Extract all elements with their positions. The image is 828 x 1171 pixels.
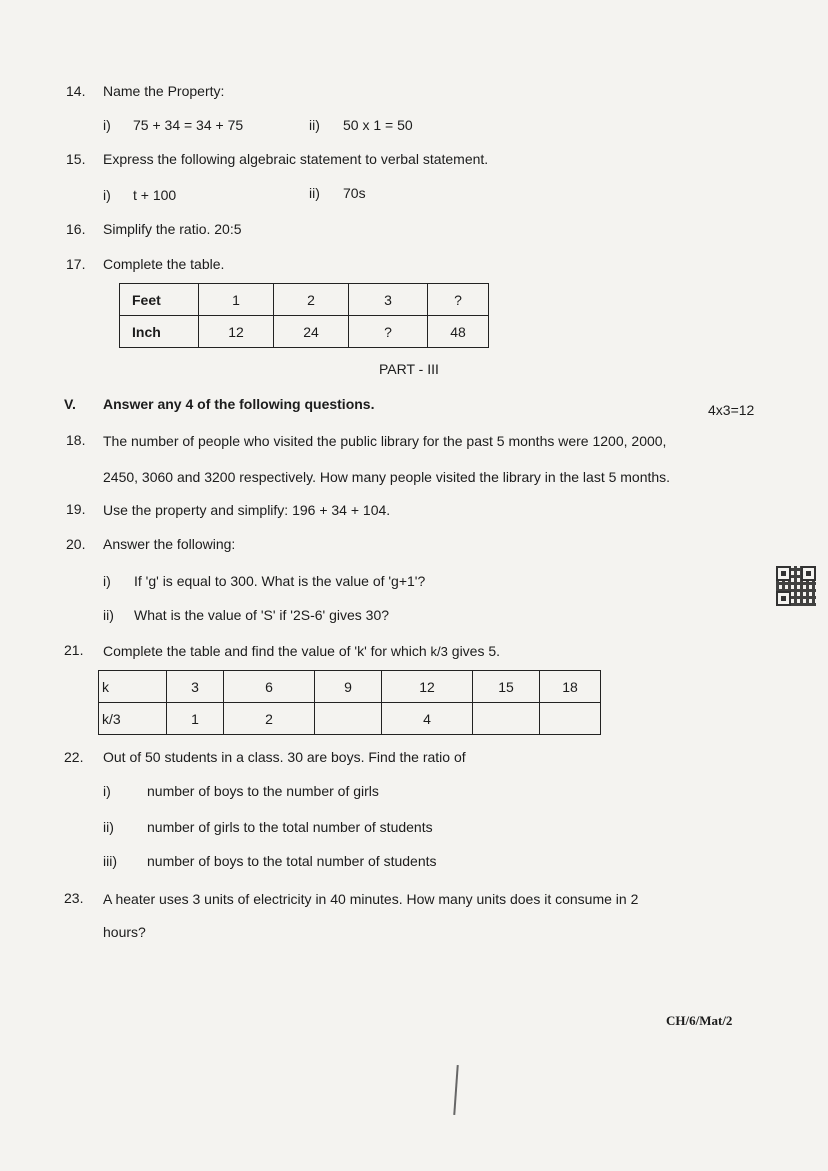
q22-ii-label: ii) (103, 819, 114, 835)
q21-text-b: gives 5. (447, 643, 501, 659)
table-cell: Inch (120, 316, 199, 348)
table-cell: 2 (274, 284, 349, 316)
q15-i-text: t + 100 (133, 187, 177, 203)
q20-i-label: i) (103, 573, 111, 589)
q21-text (103, 642, 500, 661)
q15-i-label: i) (103, 187, 111, 203)
section-marks: 4x3=12 (708, 402, 755, 418)
table-cell: 1 (199, 284, 274, 316)
q19-text: Use the property and simplify: 196 + 34 + 104. (103, 502, 391, 518)
q17-number: 17. (66, 256, 86, 272)
table-row (120, 316, 489, 348)
table-cell: 18 (540, 671, 601, 703)
q14-text: Name the Property: (103, 83, 225, 99)
q23-number: 23. (64, 890, 84, 906)
table-row (120, 284, 489, 316)
part-heading: PART - III (379, 361, 439, 377)
scan-mark (453, 1065, 458, 1115)
q14-ii-text: 50 x 1 = 50 (343, 117, 413, 133)
q22-text: Out of 50 students in a class. 30 are boys. Find the ratio of (103, 749, 466, 765)
q22-number: 22. (64, 749, 84, 765)
feet-inch-table (119, 283, 489, 348)
q20-ii-text: What is the value of 'S' if '2S-6' gives 30? (134, 607, 390, 623)
q20-text: Answer the following: (103, 536, 236, 552)
table-cell: 15 (473, 671, 540, 703)
section-label: V. (64, 396, 76, 412)
q17-text: Complete the table. (103, 256, 225, 272)
table-cell: 24 (274, 316, 349, 348)
q20-i-text: If 'g' is equal to 300. What is the value of 'g+1'? (134, 573, 426, 589)
k-ratio-table (98, 670, 601, 735)
q14-i-text: 75 + 34 = 34 + 75 (133, 117, 244, 133)
q23-line1: A heater uses 3 units of electricity in 40 minutes. How many units does it consume in 2 (103, 891, 639, 907)
table-cell: 48 (428, 316, 489, 348)
table-cell: 4 (382, 703, 473, 735)
paper-code: CH/6/Mat/2 (666, 1013, 733, 1028)
q21-number: 21. (64, 642, 84, 658)
q23-line2: hours? (103, 924, 146, 940)
q14-ii-label: ii) (309, 117, 320, 133)
q22-i-label: i) (103, 783, 111, 799)
table-cell: ? (428, 284, 489, 316)
q20-ii-label: ii) (103, 607, 114, 623)
q22-iii-text: number of boys to the total number of students (147, 853, 437, 869)
q16-text: Simplify the ratio. 20:5 (103, 221, 242, 237)
table-row (99, 671, 601, 703)
q14-number: 14. (66, 83, 86, 99)
qr-code-icon (776, 566, 816, 606)
q14-i-label: i) (103, 117, 111, 133)
table-cell: 9 (315, 671, 382, 703)
table-cell: 12 (199, 316, 274, 348)
q15-ii-label: ii) (309, 185, 320, 201)
q18-line2: 2450, 3060 and 3200 respectively. How many people visited the library in the last 5 months. (103, 469, 671, 485)
table-cell: k (99, 671, 167, 703)
table-cell: 6 (224, 671, 315, 703)
q22-i-text: number of boys to the number of girls (147, 783, 379, 799)
q15-text: Express the following algebraic statement to verbal statement. (103, 151, 489, 167)
table-cell (315, 703, 382, 735)
table-cell: 1 (167, 703, 224, 735)
table-cell: 12 (382, 671, 473, 703)
q22-iii-label: iii) (103, 853, 117, 869)
table-row (99, 703, 601, 735)
table-cell: Feet (120, 284, 199, 316)
table-cell: 2 (224, 703, 315, 735)
q20-number: 20. (66, 536, 86, 552)
table-cell: ? (349, 316, 428, 348)
section-instruction: Answer any 4 of the following questions. (103, 396, 375, 412)
q15-ii-text: 70s (343, 185, 366, 201)
q19-number: 19. (66, 501, 86, 517)
q21-fraction: k/3 (430, 644, 448, 659)
q18-number: 18. (66, 432, 86, 448)
q18-line1: The number of people who visited the public library for the past 5 months were 1200, 2000, (103, 433, 667, 449)
table-cell (473, 703, 540, 735)
q22-ii-text: number of girls to the total number of students (147, 819, 433, 835)
q21-text-a: Complete the table and find the value of 'k' for which (103, 643, 431, 659)
q15-number: 15. (66, 151, 86, 167)
table-cell (540, 703, 601, 735)
table-cell: 3 (349, 284, 428, 316)
q16-number: 16. (66, 221, 86, 237)
table-cell: k/3 (99, 703, 167, 735)
table-cell: 3 (167, 671, 224, 703)
